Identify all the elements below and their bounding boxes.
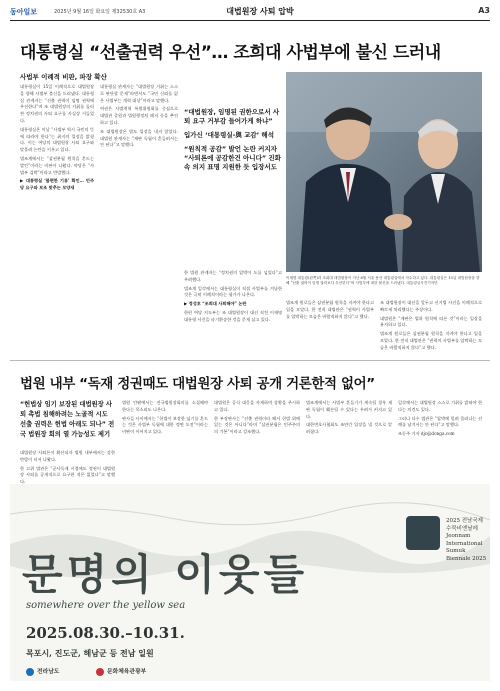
paragraph: 법원 안팎에서는 전국법원장회의를 소집해야 한다는 목소리도 나온다. [122,400,208,412]
top-body-col-3 [184,270,282,340]
jeonnam-logo-icon [26,668,34,676]
sponsor-label: 문화체육관광부 [107,669,147,675]
newspaper-logo: 동아일보 [10,8,38,16]
paragraph: 법조계 일각에서는 대통령실이 직접 사법부를 겨냥한 것은 극히 이례적이라는 평가가 나온다. [184,285,282,298]
paragraph: 법조계 원로들은 삼권분립 원칙을 지켜야 한다고 입을 모았다. 한 전직 대법관은 “권력이 사법부를 압박하는 모습은 바람직하지 않다”고 했다. [286,300,374,319]
page-number: A3 [478,6,490,15]
biennale-logo-mark [406,516,440,550]
paragraph: 조 대법원장은 별도 입장을 내지 않았다. 대법원 관계자는 “재판 독립이 흔들려서는 안 된다”고 말했다. [100,128,178,148]
paragraph: 한 고위 법관은 “군사독재 시절에도 정권이 대법원장 사퇴를 공개적으로 요구한 적은 없었다”고 말했다. [20,465,115,485]
paragraph: 대법원은 공식 대응을 자제하며 상황을 주시하고 있다. [214,400,300,412]
newspaper-header [10,6,490,21]
paragraph: 법조계에서는 “삼권분립 원칙을 흔드는 발언”이라는 비판이 나왔다. 야당은 “사법부 겁박”이라고 반발했다. [20,155,94,175]
ad-english-subtitle: somewhere over the yellow sea [26,600,186,611]
paragraph: 대법원은 “재판은 법과 원칙에 따른 것”이라는 입장을 유지하고 있다. [380,315,482,328]
ministry-logo-icon [96,668,104,676]
ad-dates: 2025.08.30.–10.31. [26,624,185,642]
sponsor-jeonnam [26,666,59,676]
news-photo [286,72,482,272]
paragraph: 한편 여당 지도부는 조 대법원장이 대선 직전 이재명 대통령 사건을 파기환송한 것을 문제 삼고 있다. [184,309,282,322]
ad-venue: 목포시, 진도군, 해남군 등 전남 일원 [26,648,154,658]
paragraph: 판사들 사이에서는 “헌법이 보장한 임기를 흔드는 것은 사법부 독립에 대한 정면 도전”이라는 비판이 이어지고 있다. [122,415,208,435]
paragraph: 조 대법원장이 대선을 앞두고 선거법 사건을 이례적으로 빠르게 처리했다는 주장이다. [380,300,482,312]
top-headline: 대통령실 “선출권력 우선”… 조희대 사법부에 불신 드러내 [20,43,441,63]
festival-name-english: Jeonnam International Sumuk Biennale 2025 [446,533,487,562]
top-body-col-2 [100,84,178,340]
second-deck: “헌법상 임기 보장된 대법원장 사퇴 촉법 침해하려는 노골적 시도 선출 권력은 헌법 아래도 되나” 전국 법원장 회의 열 가능성도 제기 [20,401,115,438]
second-body-col-4 [306,400,392,480]
section-title: 대법원장 사퇴 압박 [226,7,294,16]
top-body-col-4 [380,300,482,350]
sponsor-label: 전라남도 [37,669,60,675]
paragraph: 법조계에서는 사법부 흔들기가 계속될 경우 재판 독립이 훼손될 수 있다는 우려가 커지고 있다. [306,400,392,419]
paragraph: 한 법원 관계자는 “정치권의 압박이 도를 넘었다”고 우려했다. [184,270,282,282]
photo-caption: 이재명 대통령(왼쪽)과 조희대 대법원장이 지난 6월 서울 용산 대통령실에서 악수하고 있다. 대통령실은 15일 대법원장을 향해 “선출 권력이 임명 권력보다 우선한다”며 사법부에 대한 불신을 드러냈다. 대통령실사진기자단 [286,276,480,286]
story-divider [10,360,490,361]
paragraph: 여권은 사법개혁 특별위원회를 중심으로 대법관 증원과 법원행정처 폐지 등을 추진하고 있다. [100,106,178,125]
paragraph: 대통령실은 이날 “사법부 역시 국민의 뜻에 따라야 한다”는 취지의 입장을 밝혔다. 이는 여당의 대법원장 사퇴 요구와 맞물려 논란을 키우고 있다. [20,126,94,153]
paragraph: 대통령실이 15일 이례적으로 대법원장을 향해 사법부 불신을 드러냈다. 대통령실 관계자는 “선출 권력이 임명 권력에 우선한다”며 조 대법원장의 거취를 둘러싼 정치권의 사퇴 요구를 사실상 거들었다. [20,84,94,123]
paragraph: 대통령실 관계자는 “대법원장 거취는 스스로 판단할 문제”라면서도 “국민 신뢰를 잃은 사법부는 개혁 대상”이라고 말했다. [100,84,178,103]
paragraph: 대한변호사협회도 조만간 입장을 낼 것으로 알려졌다. [306,422,392,435]
pull-quote-box [184,108,282,177]
pull-quote: “원칙적 공감” 발언 논란 커지자 “사퇴론에 공감한건 아니다” 진화 속 의지 표명 지원한 듯 입장서도 [184,145,281,171]
pull-quote: “대법원장, 임명된 권한으로서 사퇴 요구 거부감 들어가게 하냐” [184,108,280,125]
pull-quote: 입가신 ‘대통령실-與 교감’ 해석 [184,131,274,139]
issue-date: 2025년 9월 16일 화요일 제32530호 A3 [54,9,146,15]
top-body-col-1 [20,84,94,340]
ad-title: 문명의 이웃들 [22,550,309,599]
inline-subhead: ▶ 정성호 “조희대 사퇴해야” 논란 [184,301,247,307]
second-body-col-5 [398,400,482,480]
sponsor-ministry [96,666,146,676]
festival-name: 2025 전남국제 수묵비엔날레 [446,518,483,532]
second-body-col-1 [20,450,115,485]
paragraph: 대법원장 사퇴론이 확산되자 법원 내부에서는 강한 반발이 터져 나왔다. [20,450,115,462]
festival-title [446,518,490,563]
paragraph: 그러나 다수 법관은 “압박에 밀려 물러나는 선례를 남겨서는 안 된다”고 말했다. [398,415,482,428]
paragraph: 한 부장판사는 “선출 권력이라 해서 헌법 위에 있는 것은 아니다”라며 “삼권분립은 민주주의의 기본”이라고 강조했다. [214,415,300,435]
second-headline: 법원 내부 “독재 정권때도 대법원장 사퇴 공개 거론한적 없어” [20,376,375,392]
paragraph: 일각에서는 대법원장 스스로 거취를 밝혀야 한다는 의견도 있다. [398,400,482,412]
inline-subhead: ▶ 대통령실 ‘불편한 기류’ 확인… 민주당 요구와 보조 맞추는 모양새 [20,178,94,191]
biennale-advertisement [10,484,490,681]
paragraph: 법조계 원로들은 삼권분립 원칙을 지켜야 한다고 입을 모았다. 한 전직 대법관은 “권력이 사법부를 압박하는 모습은 바람직하지 않다”고 했다. [380,331,482,350]
top-body-col-5 [286,300,374,340]
top-subhead: 사법부 이례적 비판, 파장 확산 [20,73,107,81]
byline: 조동주 기자 djc@donga.com [398,431,455,437]
second-body-col-2 [122,400,208,480]
second-body-col-3 [214,400,300,480]
handshake-photo-illustration [286,72,482,272]
